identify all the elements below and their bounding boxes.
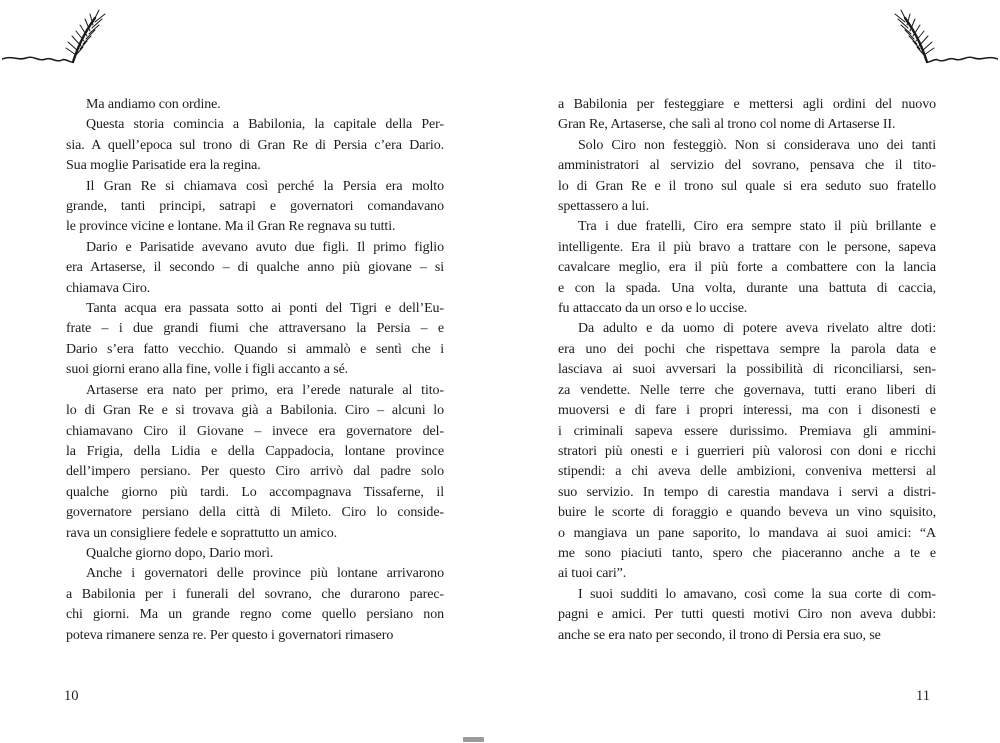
quill-feather-icon-right [883,6,998,78]
text-line: Gran Re, Artaserse, che salì al trono col nome di Artaserse II. [558,117,896,133]
text-line: fu attaccato da un orso e lo uccise. [558,301,748,317]
paragraph [66,177,444,238]
text-line: Sua moglie Parisatide era la regina. [66,158,261,174]
text-line: suo servizio. In tempo di carestia mandava i servi a distri- [558,484,936,500]
text-line: Dario e Parisatide avevano avuto due figli. Il primo figlio [86,239,444,255]
page-left [64,95,444,704]
text-line: governatore persiano della città di Mileto. Ciro lo conside- [66,505,444,521]
paragraph [66,299,444,381]
text-line: chiamava Ciro. [66,280,151,296]
paragraph [558,136,936,218]
text-line: Artaserse era nato per primo, era l’erede naturale al tito- [86,382,444,398]
paragraph [66,564,444,646]
text-line: grande, tanti principi, satrapi e governatori comandavano [66,199,444,215]
page-right-text-block [558,95,936,646]
text-line: frate – i due grandi fiumi che attraversano la Persia – e [66,321,444,337]
text-line: i criminali sapeva essere durissimo. Premiava gli ammini- [558,423,936,439]
text-line: stipendi: a chi aveva delle ambizioni, conveniva mettersi al [558,464,936,480]
text-line: lo di Gran Re e il trono sul quale si era seduto suo fratello [558,178,936,194]
text-line: Tanta acqua era passata sotto ai ponti del Tigri e dell’Eu- [86,301,444,317]
text-line: ai tuoi cari”. [558,566,627,582]
paragraph [558,95,936,136]
text-line: buire le scorte di foraggio e quando beveva un vino squisito, [558,505,936,521]
text-line: spettassero a lui. [558,199,650,215]
text-line: poteva rimanere senza re. Per questo i governatori rimasero [66,627,394,643]
text-line: sia. A quell’epoca sul trono di Gran Re di Persia c’era Dario. [66,137,444,153]
text-line: intelligente. Era il più bravo a trattare con le persone, sapeva [558,239,936,255]
page-number-left: 10 [64,688,79,704]
text-line: Ma andiamo con ordine. [86,97,221,112]
paragraph [558,585,936,646]
paragraph [66,544,444,564]
page-bottom-mark [463,737,484,742]
text-line: rava un consigliere fedele e soprattutto un amico. [66,525,338,541]
text-line: suoi giorni erano alla fine, volle i figli accanto a sé. [66,362,349,378]
text-line: Da adulto e da uomo di potere aveva rivelato altre doti: [578,321,936,337]
text-line: qualche giorno più tardi. Lo accompagnava Tissaferne, il [66,484,444,500]
text-line: chi giorni. Ma un grande regno come quello persiano non [66,607,444,623]
text-line: cavalcare meglio, era il più forte a combattere con la lancia [558,260,936,276]
text-line: I suoi sudditi lo amavano, così come la sua corte di com- [578,586,936,602]
paragraph [558,217,936,319]
text-line: a Babilonia per festeggiare e mettersi agli ordini del nuovo [558,97,936,112]
text-line: muoversi e di fare i propri interessi, ma con i disonesti e [558,403,936,419]
text-line: me sono piaciuti tanto, spero che piaceranno anche a te e [558,545,936,561]
text-line: anche se era nato per secondo, il trono di Persia era suo, se [558,627,881,643]
text-line: e con la spada. Una volta, durante una battuta di caccia, [558,280,936,296]
text-line: la Frigia, della Lidia e della Cappadocia, lontane province [66,443,444,459]
text-line: Solo Ciro non festeggiò. Non si considerava uno dei tanti [578,137,936,153]
text-line: dell’impero persiano. Per questo Ciro arrivò dal padre solo [66,464,444,480]
text-line: stratori più onesti e i guerrieri più valorosi con doni e ricchi [558,443,936,459]
text-line: pagni e amici. Per tutti questi motivi Ciro non aveva dubbi: [558,607,936,623]
page-left-text-block [66,95,444,646]
text-line: lasciava ai suoi avversari la possibilità di riconciliarsi, sen- [558,362,936,378]
paragraph [66,381,444,544]
text-line: za vendette. Nelle terre che governava, tutti erano liberi di [558,382,936,398]
paragraph [66,115,444,176]
paragraph [66,95,444,115]
text-line: Anche i governatori delle province più lontane arrivarono [86,566,444,582]
text-line: chiamavano Ciro il Giovane – invece era governatore del- [66,423,444,439]
text-line: le province vicine e lontane. Ma il Gran Re regnava su tutti. [66,219,396,235]
text-line: Dario s’era fatto vecchio. Quando si ammalò e sentì che i [66,341,444,357]
text-line: Il Gran Re si chiamava così perché la Persia era molto [86,178,444,194]
text-line: amministratori al servizio del sovrano, pensava che il tito- [558,158,936,174]
paragraph [66,238,444,299]
quill-feather-icon-left [2,6,117,78]
paragraph [558,319,936,584]
page-number-right: 11 [916,688,930,704]
text-line: era Artaserse, il secondo – di qualche anno più giovane – si [66,260,444,276]
text-line: Tra i due fratelli, Ciro era sempre stato il più brillante e [578,219,936,235]
text-line: o mangiava un pane saporito, lo mandava ai suoi amici: “A [558,525,936,541]
text-line: Qualche giorno dopo, Dario morì. [86,545,274,561]
text-line: era uno dei pochi che rispettava sempre la parola data e [558,341,936,357]
text-line: lo di Gran Re e si trovava già a Babilonia. Ciro – alcuni lo [66,403,444,419]
page-right [558,95,936,704]
text-line: a Babilonia per i funerali del sovrano, che durarono parec- [66,586,444,602]
text-line: Questa storia comincia a Babilonia, la capitale della Per- [86,117,444,133]
